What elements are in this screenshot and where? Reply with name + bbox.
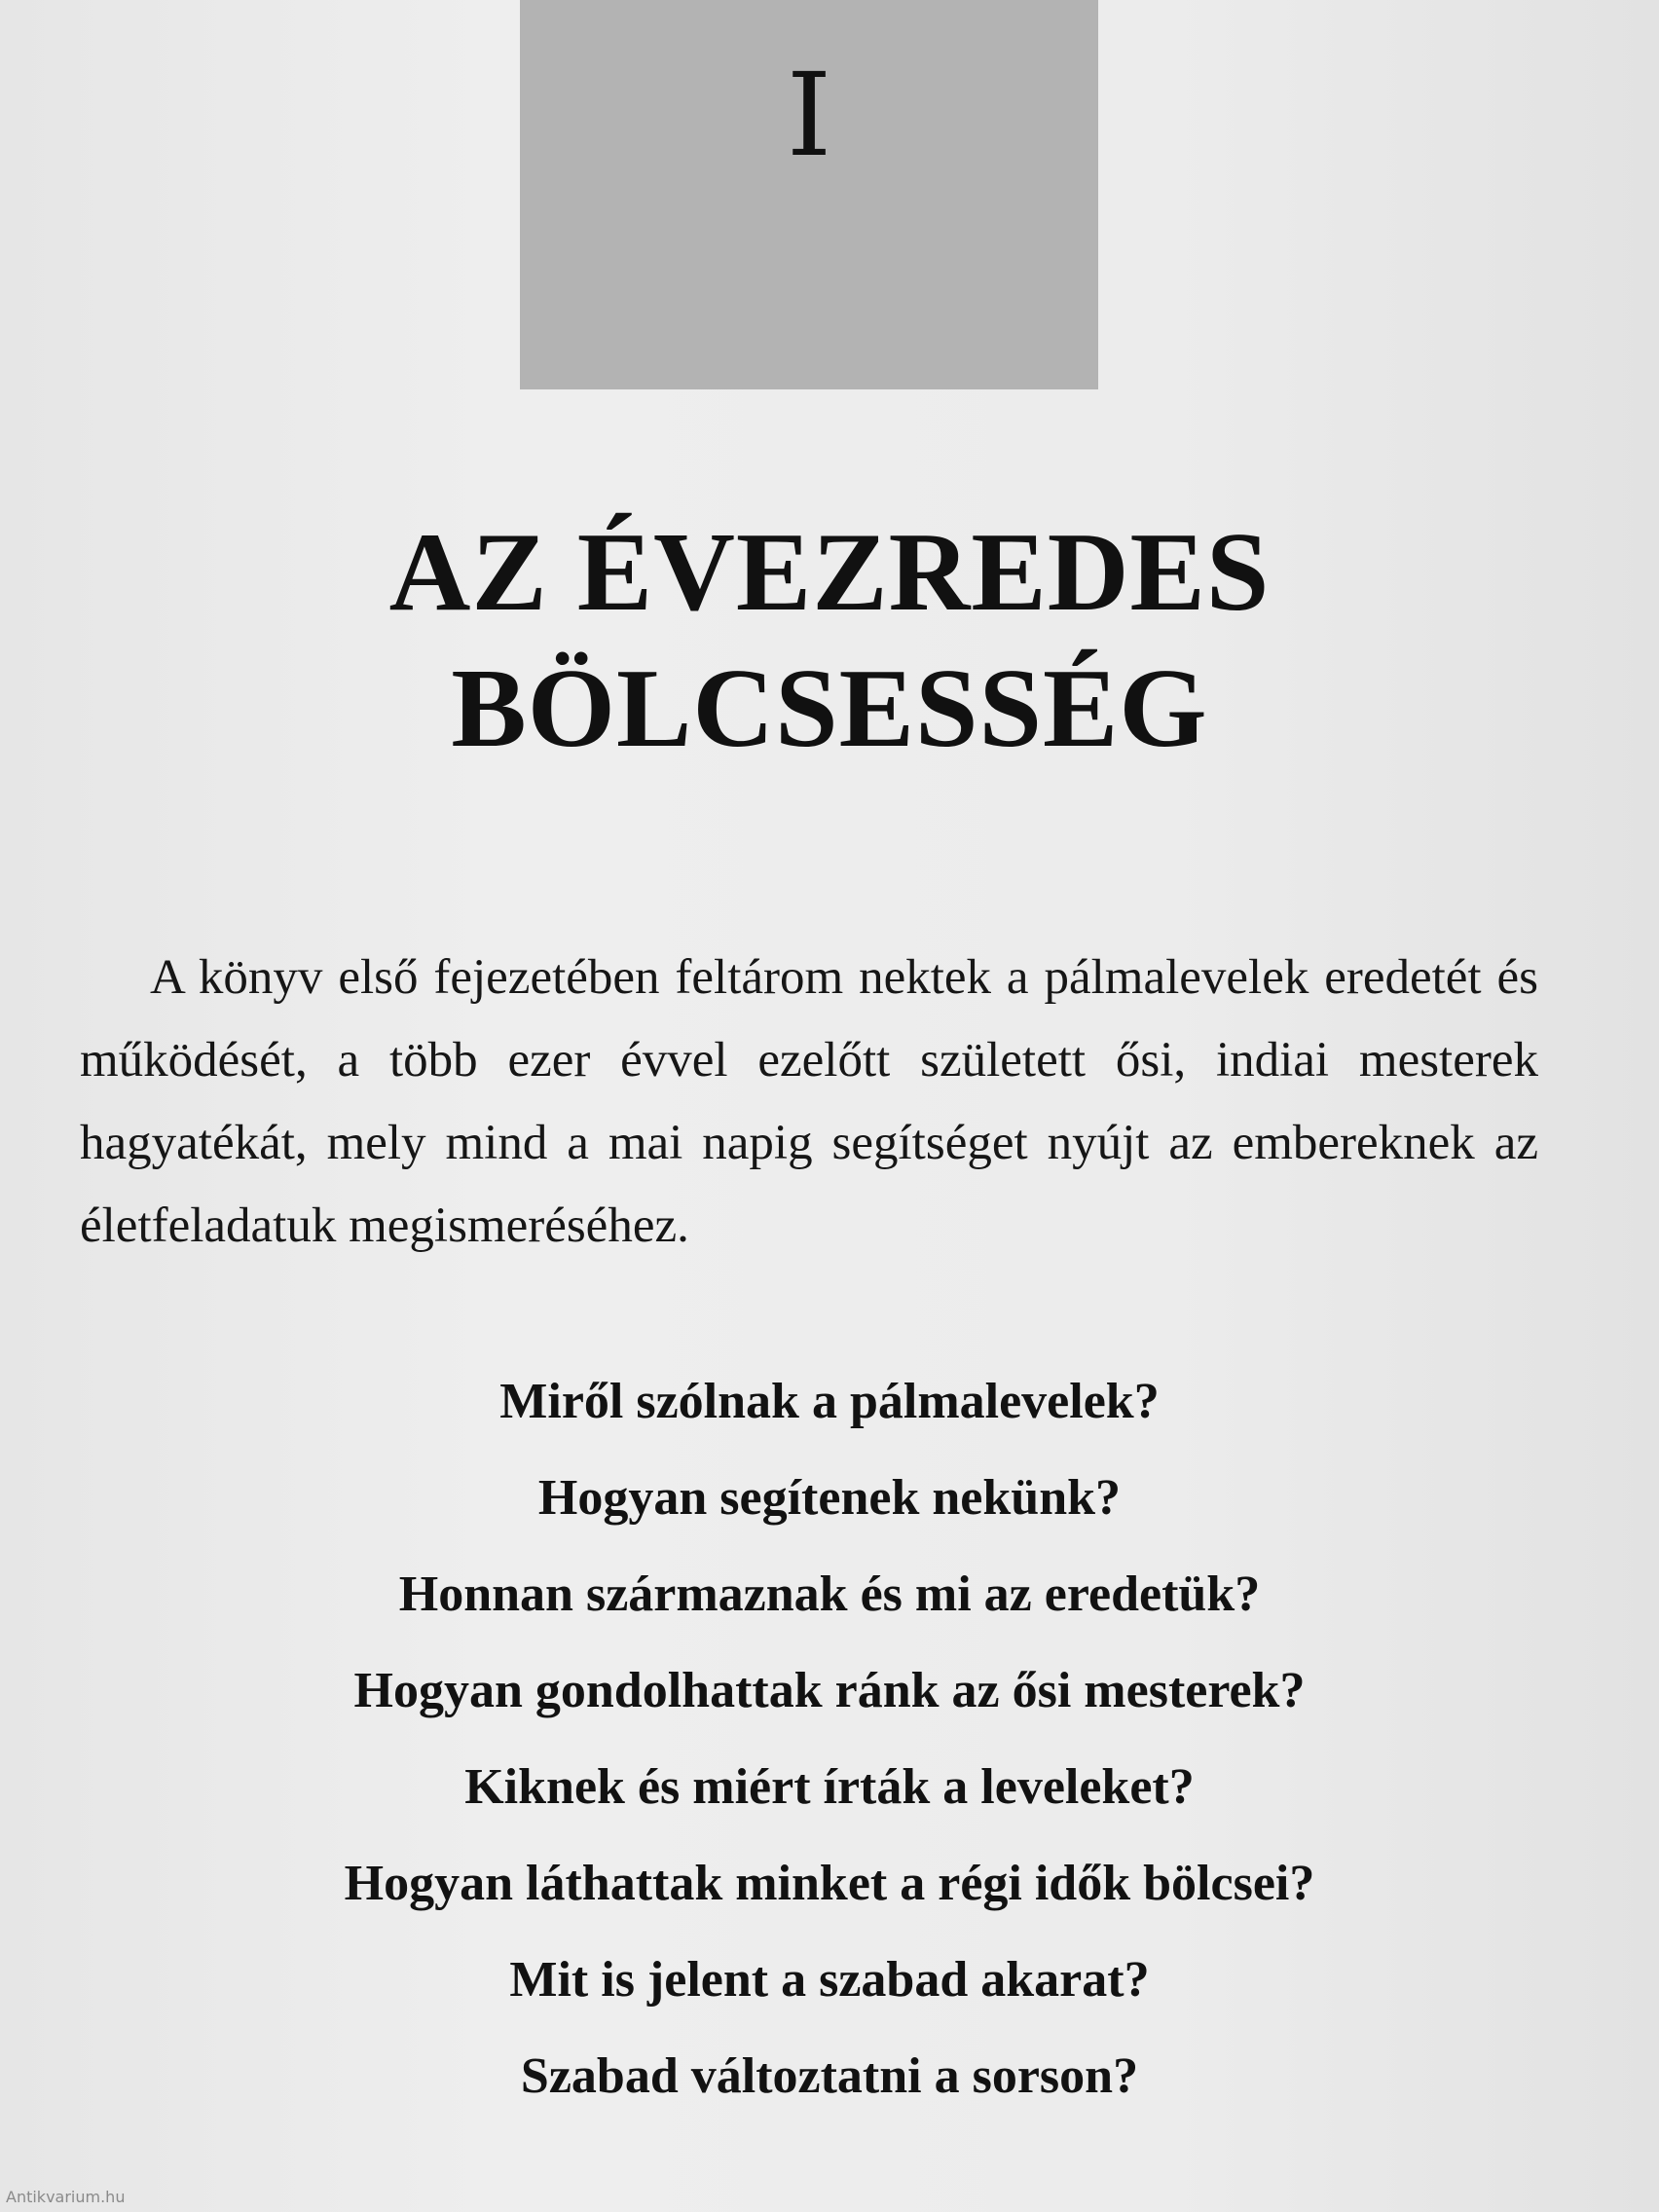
- question-item: Kiknek és miért írták a leveleket?: [464, 1759, 1195, 1815]
- question-item: Mit is jelent a szabad akarat?: [509, 1952, 1150, 2008]
- question-item: Szabad változtatni a sorson?: [520, 2048, 1139, 2104]
- question-item: Hogyan segítenek nekünk?: [537, 1470, 1122, 1526]
- watermark: Antikvarium.hu: [6, 2188, 126, 2206]
- chapter-numeral: I: [786, 48, 832, 182]
- question-item: Hogyan láthattak minket a régi idők bölcsei?: [344, 1856, 1315, 1911]
- question-item: Miről szólnak a pálmalevelek?: [499, 1374, 1160, 1429]
- question-item: Honnan származnak és mi az eredetük?: [398, 1567, 1261, 1622]
- question-list: [146, 1353, 1513, 2124]
- intro-paragraph: A könyv első fejezetében feltárom nektek a pálmalevelek eredetét és működését, a több ezer évvel ezelőtt született ősi, indiai mesterek hagyatékát, mely mind a mai napig segítséget nyújt az embereknek az életfeladatuk megismeréséhez.: [80, 950, 1538, 1253]
- chapter-number-box: [520, 0, 1098, 389]
- chapter-title: AZ ÉVEZREDES BÖLCSESSÉG: [388, 510, 1271, 771]
- question-item: Hogyan gondolhattak ránk az ősi mesterek?: [353, 1663, 1306, 1718]
